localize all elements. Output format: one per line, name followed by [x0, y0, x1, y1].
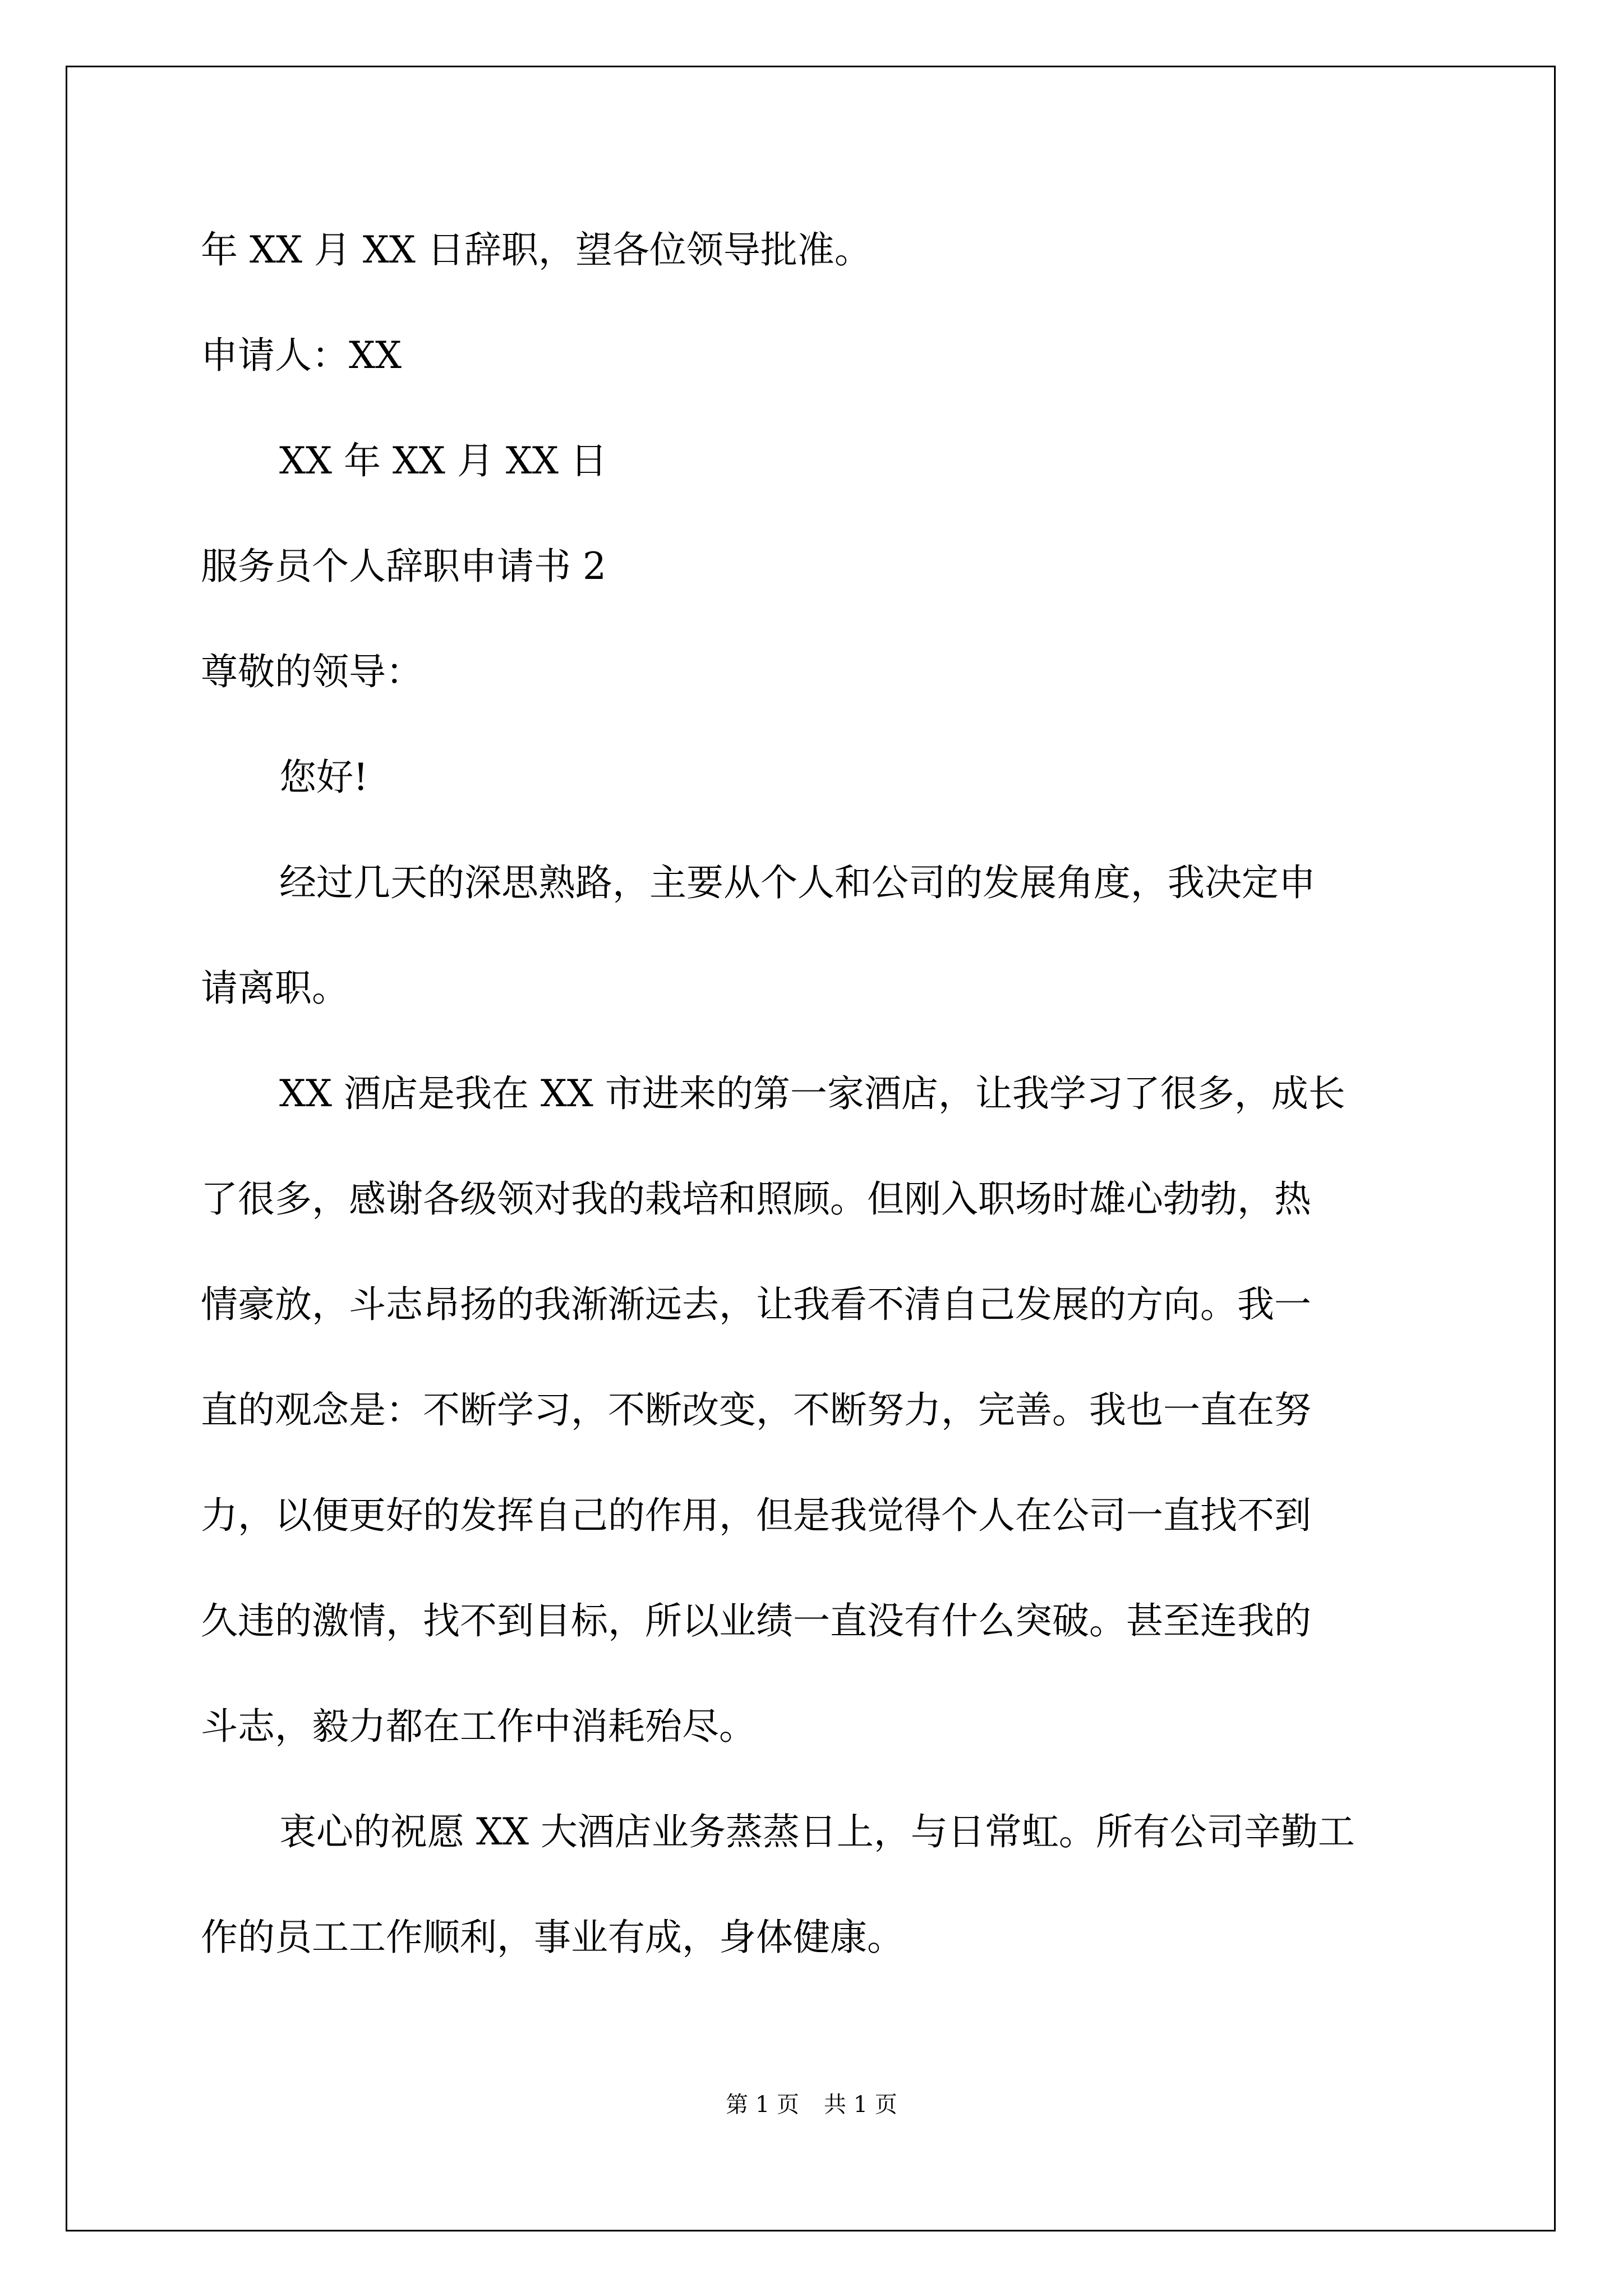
- text-line-applicant: 申请人：XX: [201, 334, 402, 377]
- greeting: 您好!: [279, 756, 368, 799]
- paragraph-2-line-3: 情豪放，斗志昂扬的我渐渐远去，让我看不清自己发展的方向。我一: [201, 1283, 1311, 1326]
- paragraph-2-line-5: 力，以便更好的发挥自己的作用，但是我觉得个人在公司一直找不到: [201, 1494, 1311, 1537]
- page-border: [66, 66, 1556, 2231]
- paragraph-2-line-1: XX 酒店是我在 XX 市进来的第一家酒店，让我学习了很多，成长: [279, 1072, 1345, 1115]
- text-line-date: XX 年 XX 月 XX 日: [279, 439, 607, 482]
- paragraph-2-line-6: 久违的激情，找不到目标，所以业绩一直没有什么突破。甚至连我的: [201, 1599, 1311, 1642]
- salutation: 尊敬的领导：: [201, 650, 423, 693]
- paragraph-1-line-2: 请离职。: [201, 967, 349, 1010]
- page-number: 第 1 页: [726, 2092, 799, 2118]
- text-line-resign-date: 年 XX 月 XX 日辞职，望各位领导批准。: [201, 228, 872, 272]
- paragraph-2-line-7: 斗志，毅力都在工作中消耗殆尽。: [201, 1705, 756, 1748]
- document-title: 服务员个人辞职申请书 2: [201, 545, 606, 588]
- paragraph-1-line-1: 经过几天的深思熟路，主要从个人和公司的发展角度，我决定申: [279, 861, 1316, 904]
- paragraph-2-line-2: 了很多，感谢各级领对我的栽培和照顾。但刚入职场时雄心勃勃，热: [201, 1177, 1311, 1221]
- paragraph-3-line-1: 衷心的祝愿 XX 大酒店业务蒸蒸日上，与日常虹。所有公司辛勤工: [279, 1810, 1355, 1853]
- page-total: 共 1 页: [824, 2092, 897, 2118]
- paragraph-2-line-4: 直的观念是：不断学习，不断改变，不断努力，完善。我也一直在努: [201, 1388, 1311, 1432]
- paragraph-3-line-2: 作的员工工作顺利，事业有成，身体健康。: [201, 1916, 904, 1959]
- page-footer: [0, 2093, 1623, 2116]
